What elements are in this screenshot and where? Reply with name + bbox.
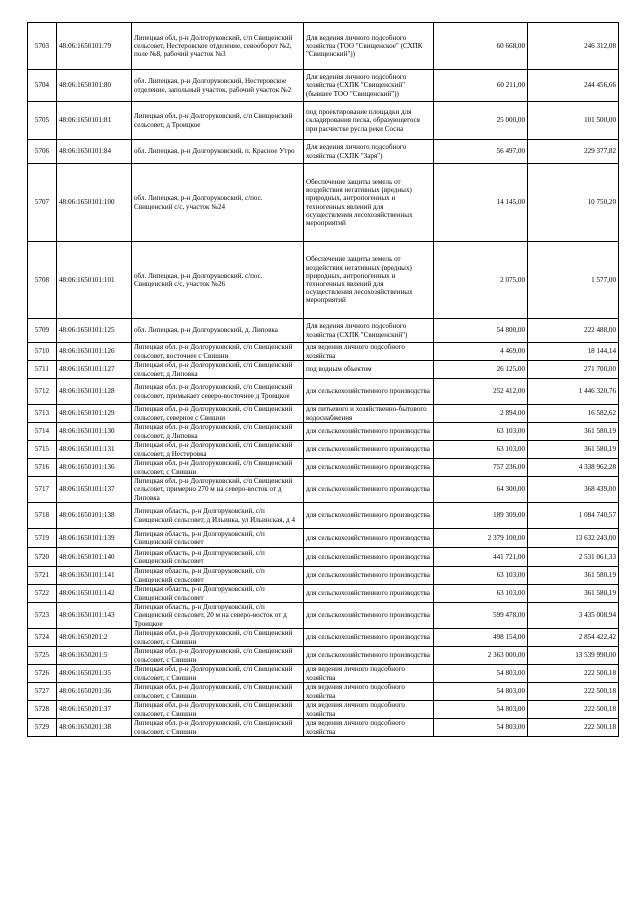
cadastral-number-cell: 48:06:1650101:128 (57, 379, 132, 405)
address-cell: Липецкая обл, р-н Долгоруковский, с/п Свищенский сельсовет, северное с Свишни (132, 405, 304, 423)
area-sqm-cell: 2 075,00 (434, 242, 528, 319)
cadastral-value-cell: 222 500,18 (528, 701, 619, 719)
area-sqm-cell: 757 236,00 (434, 459, 528, 477)
table-row (28, 70, 619, 102)
cadastral-number-cell: 48:06:1650101:84 (57, 140, 132, 164)
address-cell: Липецкая обл, р-н Долгоруковский, с/п Свищенский сельсовет, с Свишни (132, 629, 304, 647)
permitted-use-cell: для сельскохозяйственного производства (304, 503, 434, 529)
address-cell: Липецкая обл, р-н Долгоруковский, с/п Свищенский сельсовет, с Свишни (132, 647, 304, 665)
table-row (28, 23, 619, 70)
cadastral-value-cell: 1 577,00 (528, 242, 619, 319)
address-cell: Липецкая область, р-н Долгоруковский, с/п Свищенский сельсовет (132, 567, 304, 585)
row-number-cell: 5704 (28, 70, 57, 102)
area-sqm-cell: 64 300,00 (434, 477, 528, 503)
table-row (28, 140, 619, 164)
area-sqm-cell: 189 309,00 (434, 503, 528, 529)
row-number-cell: 5717 (28, 477, 57, 503)
permitted-use-cell: для сельскохозяйственного производства (304, 477, 434, 503)
land-plots-table (27, 22, 619, 737)
table-row (28, 629, 619, 647)
area-sqm-cell: 63 103,00 (434, 423, 528, 441)
cadastral-number-cell: 48:06:1650101:136 (57, 459, 132, 477)
cadastral-number-cell: 48:06:1650101:81 (57, 102, 132, 140)
cadastral-value-cell: 13 539 990,00 (528, 647, 619, 665)
permitted-use-cell: для сельскохозяйственного производства (304, 379, 434, 405)
area-sqm-cell: 441 721,00 (434, 548, 528, 567)
cadastral-number-cell: 48:06:1650201:5 (57, 647, 132, 665)
address-cell: Липецкая обл, р-н Долгоруковский, с/п Свищенский сельсовет, примерно 270 м на северо-восток от д Липовка (132, 477, 304, 503)
area-sqm-cell: 2 379 100,00 (434, 529, 528, 548)
area-sqm-cell: 54 803,00 (434, 719, 528, 737)
cadastral-number-cell: 48:06:1650201:37 (57, 701, 132, 719)
cadastral-number-cell: 48:06:1650101:100 (57, 164, 132, 242)
table-row (28, 343, 619, 361)
table-row (28, 665, 619, 683)
address-cell: Липецкая обл, р-н Долгоруковский, с/п Свищенский сельсовет, примыкает северо-восточнее д Троицкое (132, 379, 304, 405)
permitted-use-cell: для сельскохозяйственного производства (304, 567, 434, 585)
cadastral-number-cell: 48:06:1650101:125 (57, 319, 132, 343)
address-cell: обл. Липецкая, р-н Долгоруковский, с/пос. Свищенский с/с, участок №26 (132, 242, 304, 319)
cadastral-number-cell: 48:06:1650201:38 (57, 719, 132, 737)
table-row (28, 585, 619, 603)
row-number-cell: 5724 (28, 629, 57, 647)
row-number-cell: 5727 (28, 683, 57, 701)
cadastral-number-cell: 48:06:1650101:137 (57, 477, 132, 503)
area-sqm-cell: 60 668,00 (434, 23, 528, 70)
permitted-use-cell: Обеспечение защиты земель от воздействия негативных (вредных) природных, антропогенных и техногенных явлений для осуществления лесохозяйственных мероприятий (304, 164, 434, 242)
cadastral-number-cell: 48:06:1650101:131 (57, 441, 132, 459)
row-number-cell: 5718 (28, 503, 57, 529)
table-row (28, 459, 619, 477)
area-sqm-cell: 54 803,00 (434, 683, 528, 701)
cadastral-number-cell: 48:06:1650101:127 (57, 361, 132, 379)
cadastral-value-cell: 229 377,82 (528, 140, 619, 164)
permitted-use-cell: для сельскохозяйственного производства (304, 548, 434, 567)
cadastral-number-cell: 48:06:1650201:2 (57, 629, 132, 647)
row-number-cell: 5716 (28, 459, 57, 477)
cadastral-value-cell: 222 488,00 (528, 319, 619, 343)
address-cell: Липецкая обл, р-н Долгоруковский, с/п Свищенский сельсовет, с Свишни (132, 719, 304, 737)
cadastral-value-cell: 244 456,66 (528, 70, 619, 102)
cadastral-number-cell: 48:06:1650101:80 (57, 70, 132, 102)
area-sqm-cell: 63 103,00 (434, 567, 528, 585)
permitted-use-cell: Для ведения личного подсобного хозяйства (СХПК "Свищенский" (бывшее ТОО "Свищенский")) (304, 70, 434, 102)
table-row (28, 361, 619, 379)
cadastral-number-cell: 48:06:1650201:35 (57, 665, 132, 683)
area-sqm-cell: 599 478,00 (434, 603, 528, 629)
area-sqm-cell: 2 894,00 (434, 405, 528, 423)
permitted-use-cell: для сельскохозяйственного производства (304, 629, 434, 647)
area-sqm-cell: 54 800,00 (434, 319, 528, 343)
permitted-use-cell: для сельскохозяйственного производства (304, 603, 434, 629)
cadastral-value-cell: 101 500,00 (528, 102, 619, 140)
cadastral-number-cell: 48:06:1650101:140 (57, 548, 132, 567)
address-cell: Липецкая обл, р-н Долгоруковский, с/п Свищенский сельсовет, восточнее с Свишни (132, 343, 304, 361)
row-number-cell: 5725 (28, 647, 57, 665)
address-cell: Липецкая обл, р-н Долгоруковский, с/п Свищенский сельсовет, д Троицкое (132, 102, 304, 140)
address-cell: Липецкая обл, р-н Долгоруковский, с/п Свищенский сельсовет, с Свишни (132, 701, 304, 719)
permitted-use-cell: для сельскохозяйственного производства (304, 585, 434, 603)
row-number-cell: 5720 (28, 548, 57, 567)
cadastral-number-cell: 48:06:1650101:142 (57, 585, 132, 603)
row-number-cell: 5705 (28, 102, 57, 140)
address-cell: Липецкая обл, р-н Долгоруковский, с/п Свищенский сельсовет, с Свишни (132, 459, 304, 477)
address-cell: Липецкая обл, р-н Долгоруковский, с/п Свищенский сельсовет, д Нестеровка (132, 441, 304, 459)
address-cell: обл. Липецкая, р-н Долгоруковский, п. Красное Утро (132, 140, 304, 164)
area-sqm-cell: 4 469,00 (434, 343, 528, 361)
cadastral-value-cell: 1 446 320,76 (528, 379, 619, 405)
table-row (28, 701, 619, 719)
area-sqm-cell: 498 154,00 (434, 629, 528, 647)
address-cell: Липецкая обл, р-н Долгоруковский, с/п Свищенский сельсовет, Нестеровское отделение, севооборот №2, поле №8, рабочий участок №3 (132, 23, 304, 70)
cadastral-value-cell: 361 580,19 (528, 567, 619, 585)
cadastral-number-cell: 48:06:1650101:79 (57, 23, 132, 70)
row-number-cell: 5709 (28, 319, 57, 343)
cadastral-value-cell: 222 500,18 (528, 665, 619, 683)
area-sqm-cell: 54 803,00 (434, 665, 528, 683)
row-number-cell: 5729 (28, 719, 57, 737)
permitted-use-cell: для сельскохозяйственного производства (304, 423, 434, 441)
cadastral-value-cell: 10 750,20 (528, 164, 619, 242)
address-cell: Липецкая обл, р-н Долгоруковский, с/п Свищенский сельсовет, д Липовка (132, 423, 304, 441)
cadastral-value-cell: 4 338 962,28 (528, 459, 619, 477)
document-page (27, 22, 619, 737)
cadastral-number-cell: 48:06:1650101:141 (57, 567, 132, 585)
address-cell: Липецкая область, р-н Долгоруковский, с/п Свищенский сельсовет, 20 м на северо-восток от д Троицкое (132, 603, 304, 629)
permitted-use-cell: Для ведения личного подсобного хозяйства (СХПК "Заря") (304, 140, 434, 164)
table-row (28, 102, 619, 140)
address-cell: Липецкая область, р-н Долгоруковский, с/п Свищенский сельсовет, д Ильинка, ул Ильинская, д 4 (132, 503, 304, 529)
area-sqm-cell: 2 363 000,00 (434, 647, 528, 665)
row-number-cell: 5719 (28, 529, 57, 548)
row-number-cell: 5722 (28, 585, 57, 603)
table-row (28, 379, 619, 405)
address-cell: Липецкая обл, р-н Долгоруковский, с/п Свищенский сельсовет, с Свишни (132, 665, 304, 683)
table-row (28, 603, 619, 629)
row-number-cell: 5723 (28, 603, 57, 629)
cadastral-number-cell: 48:06:1650101:126 (57, 343, 132, 361)
table-row (28, 477, 619, 503)
address-cell: Липецкая обл, р-н Долгоруковский, с/п Свищенский сельсовет, д Липовка (132, 361, 304, 379)
cadastral-value-cell: 368 439,00 (528, 477, 619, 503)
cadastral-value-cell: 2 531 061,33 (528, 548, 619, 567)
cadastral-number-cell: 48:06:1650101:130 (57, 423, 132, 441)
cadastral-number-cell: 48:06:1650101:139 (57, 529, 132, 548)
cadastral-number-cell: 48:06:1650101:143 (57, 603, 132, 629)
table-row (28, 423, 619, 441)
area-sqm-cell: 26 125,00 (434, 361, 528, 379)
cadastral-value-cell: 18 144,14 (528, 343, 619, 361)
row-number-cell: 5710 (28, 343, 57, 361)
permitted-use-cell: для сельскохозяйственного производства (304, 459, 434, 477)
permitted-use-cell: для питьевого и хозяйственно-бытового водоснабжения (304, 405, 434, 423)
row-number-cell: 5728 (28, 701, 57, 719)
row-number-cell: 5711 (28, 361, 57, 379)
cadastral-number-cell: 48:06:1650101:101 (57, 242, 132, 319)
row-number-cell: 5708 (28, 242, 57, 319)
row-number-cell: 5713 (28, 405, 57, 423)
cadastral-value-cell: 222 500,18 (528, 719, 619, 737)
table-row (28, 164, 619, 242)
cadastral-number-cell: 48:06:1650101:138 (57, 503, 132, 529)
table-row (28, 319, 619, 343)
area-sqm-cell: 25 000,00 (434, 102, 528, 140)
cadastral-value-cell: 16 582,62 (528, 405, 619, 423)
address-cell: Липецкая обл, р-н Долгоруковский, с/п Свищенский сельсовет, с Свишни (132, 683, 304, 701)
row-number-cell: 5707 (28, 164, 57, 242)
address-cell: обл. Липецкая, р-н Долгоруковский, д. Липовка (132, 319, 304, 343)
row-number-cell: 5726 (28, 665, 57, 683)
permitted-use-cell: для ведения личного подсобного хозяйства (304, 343, 434, 361)
row-number-cell: 5706 (28, 140, 57, 164)
area-sqm-cell: 63 103,00 (434, 441, 528, 459)
table-row (28, 719, 619, 737)
row-number-cell: 5714 (28, 423, 57, 441)
area-sqm-cell: 60 211,00 (434, 70, 528, 102)
permitted-use-cell: Для ведения личного подсобного хозяйства (ТОО "Свищенское" (СХПК "Свищенский")) (304, 23, 434, 70)
permitted-use-cell: Для ведения личного подсобного хозяйства (СХПК "Свищенский") (304, 319, 434, 343)
permitted-use-cell: под проектирование площадки для складирования песка, образующегося при расчистке русла реки Сосна (304, 102, 434, 140)
table-body (28, 23, 619, 737)
permitted-use-cell: для сельскохозяйственного производства (304, 529, 434, 548)
area-sqm-cell: 252 412,00 (434, 379, 528, 405)
cadastral-value-cell: 1 084 740,57 (528, 503, 619, 529)
cadastral-number-cell: 48:06:1650101:129 (57, 405, 132, 423)
permitted-use-cell: для сельскохозяйственного производства (304, 647, 434, 665)
address-cell: Липецкая область, р-н Долгоруковский, с/п Свищенский сельсовет (132, 585, 304, 603)
address-cell: обл. Липецкая, р-н Долгоруковский, Нестеровское отделение, запольный участок, рабочий участок №2 (132, 70, 304, 102)
area-sqm-cell: 54 803,00 (434, 701, 528, 719)
table-row (28, 441, 619, 459)
cadastral-value-cell: 361 580,19 (528, 441, 619, 459)
area-sqm-cell: 56 497,00 (434, 140, 528, 164)
row-number-cell: 5715 (28, 441, 57, 459)
permitted-use-cell: для ведения личного подсобного хозяйства (304, 701, 434, 719)
row-number-cell: 5721 (28, 567, 57, 585)
table-row (28, 548, 619, 567)
cadastral-value-cell: 361 580,19 (528, 585, 619, 603)
table-row (28, 503, 619, 529)
permitted-use-cell: для ведения личного подсобного хозяйства (304, 683, 434, 701)
area-sqm-cell: 14 145,00 (434, 164, 528, 242)
permitted-use-cell: под водным объектом (304, 361, 434, 379)
row-number-cell: 5712 (28, 379, 57, 405)
permitted-use-cell: для ведения личного подсобного хозяйства (304, 719, 434, 737)
table-row (28, 567, 619, 585)
area-sqm-cell: 63 103,00 (434, 585, 528, 603)
cadastral-value-cell: 3 435 008,94 (528, 603, 619, 629)
table-row (28, 529, 619, 548)
address-cell: Липецкая область, р-н Долгоруковский, с/п Свищенский сельсовет (132, 548, 304, 567)
permitted-use-cell: Обеспечение защиты земель от воздействия негативных (вредных) природных, антропогенных и техногенных явлений для осуществления лесохозяйственных мероприятий (304, 242, 434, 319)
table-row (28, 405, 619, 423)
cadastral-number-cell: 48:06:1650201:36 (57, 683, 132, 701)
address-cell: обл. Липецкая, р-н Долгоруковский, с/пос. Свищенский с/с, участок №24 (132, 164, 304, 242)
address-cell: Липецкая область, р-н Долгоруковский, с/п Свищенский сельсовет (132, 529, 304, 548)
permitted-use-cell: для сельскохозяйственного производства (304, 441, 434, 459)
table-row (28, 242, 619, 319)
table-row (28, 683, 619, 701)
cadastral-value-cell: 271 700,00 (528, 361, 619, 379)
cadastral-value-cell: 13 632 243,00 (528, 529, 619, 548)
cadastral-value-cell: 222 500,18 (528, 683, 619, 701)
permitted-use-cell: для ведения личного подсобного хозяйства (304, 665, 434, 683)
cadastral-value-cell: 361 580,19 (528, 423, 619, 441)
cadastral-value-cell: 246 312,08 (528, 23, 619, 70)
cadastral-value-cell: 2 854 422,42 (528, 629, 619, 647)
row-number-cell: 5703 (28, 23, 57, 70)
table-row (28, 647, 619, 665)
